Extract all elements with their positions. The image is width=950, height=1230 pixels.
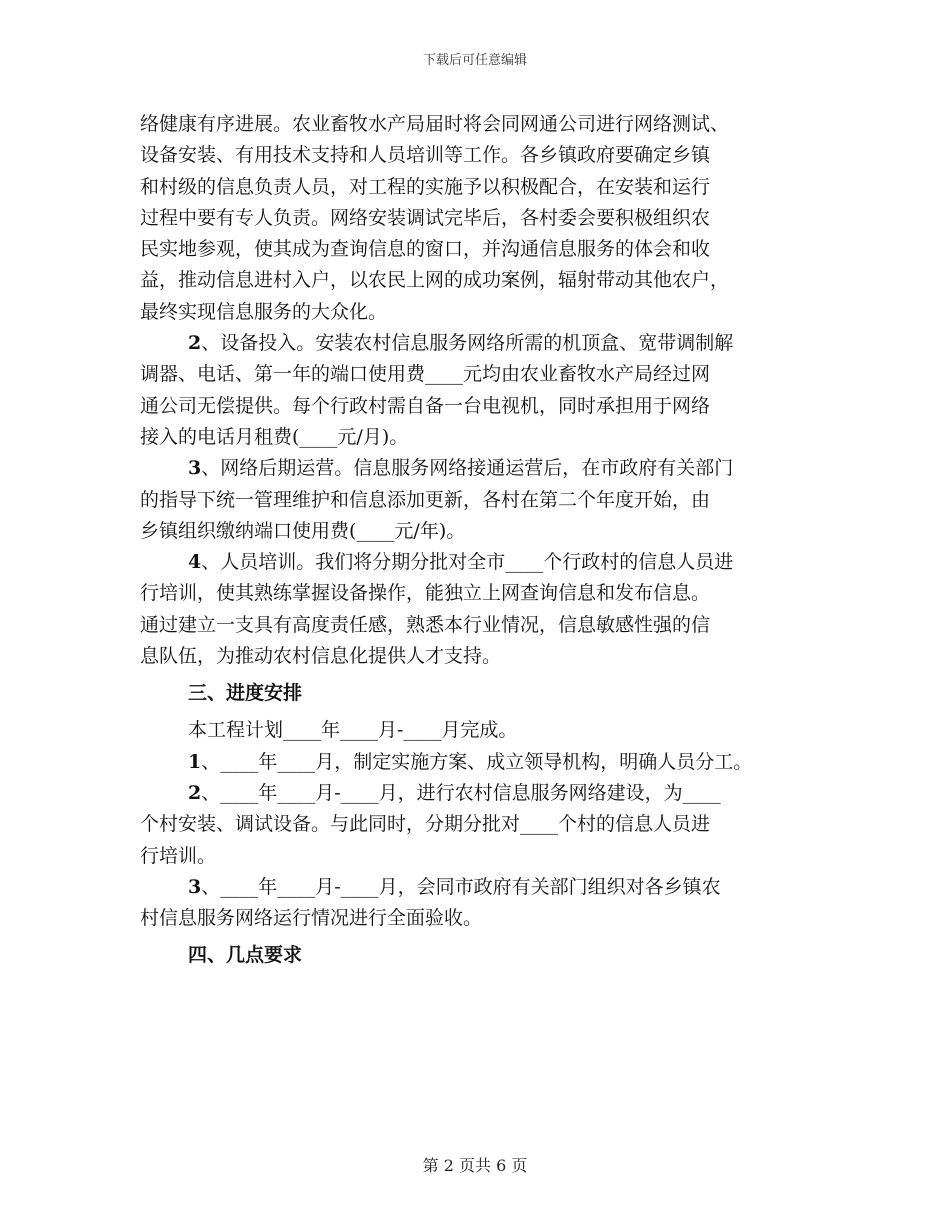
text-line bbox=[140, 328, 825, 359]
text-line: 络健康有序进展。农业畜牧水产局届时将会同网通公司进行网络测试、 bbox=[140, 113, 730, 135]
item-text: 、人员培训。我们将分期分批对全市____个行政村的信息人员进 bbox=[201, 551, 734, 574]
section-heading-requirements: 四、几点要求 bbox=[188, 944, 303, 967]
paragraph-staff-training bbox=[140, 547, 825, 672]
text-line: 益，推动信息进村入户，以农民上网的成功案例，辐射带动其他农户， bbox=[140, 269, 730, 292]
paragraph-later-operation bbox=[140, 453, 825, 547]
text-line: 和村级的信息负责人员，对工程的实施予以积极配合，在安装和运行 bbox=[140, 175, 711, 198]
text-line: 行培训，使其熟练掌握设备操作，能独立上网查询信息和发布信息。 bbox=[140, 582, 711, 605]
text-line: 的指导下统一管理维护和信息添加更新，各村在第二个年度开始，由 bbox=[140, 488, 711, 511]
item-text: 、____年____月，制定实施方案、成立领导机构，明确人员分工。 bbox=[201, 750, 753, 773]
text-line: 行培训。 bbox=[140, 844, 217, 867]
schedule-step-2 bbox=[140, 778, 825, 872]
text-line bbox=[140, 453, 825, 484]
paragraph-network-operation bbox=[140, 109, 825, 328]
text-line: 过程中要有专人负责。网络安装调试完毕后，各村委会要积极组织农 bbox=[140, 206, 711, 229]
item-text: 、____年____月-____月，进行农村信息服务网络建设，为____ bbox=[201, 781, 721, 804]
text-line: 通公司无偿提供。每个行政村需自备一台电视机，同时承担用于网络 bbox=[140, 394, 711, 417]
text-line: 通过建立一支具有高度责任感，熟悉本行业情况，信息敏感性强的信 bbox=[140, 613, 711, 636]
document-body bbox=[140, 109, 825, 977]
text-line bbox=[140, 547, 825, 578]
text-line: 民实地参观，使其成为查询信息的窗口，并沟通信息服务的体会和收 bbox=[140, 238, 711, 261]
section-heading-schedule: 三、进度安排 bbox=[188, 682, 303, 705]
schedule-step-1 bbox=[140, 747, 825, 778]
text-line: 乡镇组织缴纳端口使用费(____元/年)。 bbox=[140, 519, 466, 542]
item-number: 3 bbox=[188, 457, 202, 480]
text-line: 个村安装、调试设备。与此同时，分期分批对____个村的信息人员进 bbox=[140, 813, 711, 836]
schedule-step-3 bbox=[140, 872, 825, 935]
item-number: 2 bbox=[188, 781, 202, 804]
item-number: 4 bbox=[188, 551, 202, 574]
schedule-plan: 本工程计划____年____月-____月完成。 bbox=[188, 719, 518, 742]
item-text: 、网络后期运营。信息服务网络接通运营后，在市政府有关部门 bbox=[201, 457, 734, 480]
text-line: 调器、电话、第一年的端口使用费____元均由农业畜牧水产局经过网 bbox=[140, 363, 711, 386]
page-header: 下载后可任意编辑 bbox=[422, 53, 527, 68]
text-line: 村信息服务网络运行情况进行全面验收。 bbox=[140, 907, 483, 930]
item-number: 2 bbox=[188, 332, 202, 355]
text-line bbox=[140, 872, 825, 903]
text-line: 接入的电话月租费(____元/月)。 bbox=[140, 425, 409, 448]
page-footer: 第 2 页共 6 页 bbox=[422, 1156, 528, 1175]
item-number: 3 bbox=[188, 875, 202, 898]
paragraph-equipment-investment bbox=[140, 328, 825, 453]
text-line: 最终实现信息服务的大众化。 bbox=[140, 300, 388, 323]
item-text: 、____年____月-____月，会同市政府有关部门组织对各乡镇农 bbox=[201, 875, 721, 898]
item-text: 、设备投入。安装农村信息服务网络所需的机顶盒、宽带调制解 bbox=[201, 332, 734, 355]
text-line: 设备安装、有用技术支持和人员培训等工作。各乡镇政府要确定乡镇 bbox=[140, 144, 711, 167]
item-number: 1 bbox=[188, 750, 202, 773]
text-line: 息队伍，为推动农村信息化提供人才支持。 bbox=[140, 645, 502, 668]
text-line bbox=[140, 778, 825, 809]
